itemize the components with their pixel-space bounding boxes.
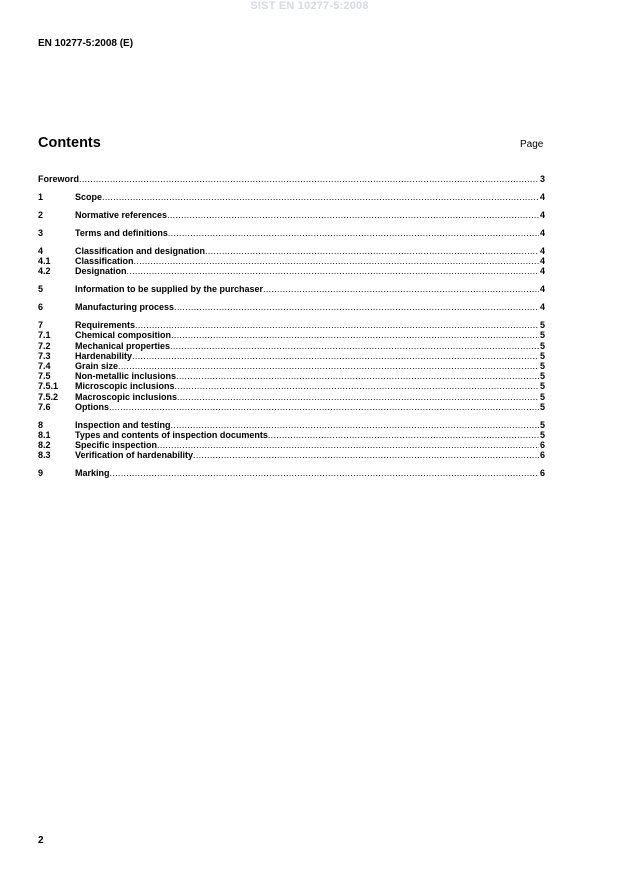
- toc-entry-number: 7.5: [38, 371, 51, 382]
- toc-entry-number: 7.6: [38, 401, 51, 412]
- toc-entry-page: 5: [539, 391, 545, 402]
- toc-leader-dots: [102, 192, 539, 202]
- toc-entry[interactable]: [38, 402, 545, 412]
- toc-entry[interactable]: [38, 192, 545, 202]
- toc-entry-title: Specific inspection: [75, 440, 158, 451]
- toc-entry-page: 5: [539, 381, 545, 392]
- toc-entry[interactable]: [38, 174, 545, 184]
- toc-entry-title: Foreword: [38, 174, 80, 184]
- toc-entry-page: 4: [539, 266, 545, 277]
- toc-entry-title: Microscopic inclusions: [75, 381, 175, 392]
- toc-leader-dots: [167, 210, 539, 220]
- toc-entry[interactable]: [38, 341, 545, 351]
- toc-entry-title: Hardenability: [75, 350, 133, 361]
- toc-leader-dots: [109, 402, 539, 412]
- toc-entry-number: 8.3: [38, 450, 51, 461]
- toc-entry-number: 5: [38, 284, 44, 295]
- toc-entry-number: 6: [38, 302, 44, 313]
- toc-entry-page: 5: [539, 429, 545, 440]
- toc-entry-number: 7.1: [38, 330, 51, 341]
- toc-entry-number: 7.5.1: [38, 381, 59, 392]
- toc-leader-dots: [175, 381, 539, 391]
- toc-entry-page: 3: [539, 174, 545, 184]
- toc-entry-page: 5: [539, 361, 545, 372]
- toc-entry-page: 5: [539, 320, 545, 331]
- toc-entry[interactable]: [38, 330, 545, 340]
- toc-entry-number: 4.1: [38, 256, 51, 267]
- toc-entry-number: 1: [38, 191, 44, 202]
- toc-entry-number: 4: [38, 245, 44, 256]
- toc-entry[interactable]: [38, 351, 545, 361]
- toc-entry-number: 7.3: [38, 350, 51, 361]
- toc-entry[interactable]: [38, 392, 545, 402]
- toc-entry-title: Manufacturing process: [75, 302, 175, 313]
- toc-entry-title: Scope: [75, 191, 103, 202]
- toc-entry-title: Normative references: [75, 209, 168, 220]
- toc-entry[interactable]: [38, 430, 545, 440]
- toc-entry-number: 8.2: [38, 440, 51, 451]
- toc-entry-number: 7: [38, 320, 44, 331]
- contents-title: Contents: [38, 135, 101, 151]
- toc-entry[interactable]: [38, 420, 545, 430]
- toc-entry-page: 5: [539, 330, 545, 341]
- toc-leader-dots: [118, 361, 539, 371]
- toc-entry[interactable]: [38, 440, 545, 450]
- document-id: EN 10277-5:2008 (E): [38, 38, 134, 49]
- toc-entry-page: 5: [539, 401, 545, 412]
- toc-leader-dots: [132, 351, 539, 361]
- toc-entry-page: 6: [539, 450, 545, 461]
- toc-entry-page: 6: [539, 468, 545, 479]
- toc-entry[interactable]: [38, 381, 545, 391]
- toc-entry[interactable]: [38, 468, 545, 478]
- toc-leader-dots: [168, 228, 539, 238]
- toc-entry[interactable]: [38, 302, 545, 312]
- toc-entry-number: 2: [38, 209, 44, 220]
- toc-entry-title: Classification: [75, 256, 134, 267]
- toc-entry-page: 5: [539, 371, 545, 382]
- toc-entry-title: Grain size: [75, 361, 119, 372]
- toc-leader-dots: [171, 420, 539, 430]
- toc-entry-page: 4: [539, 256, 545, 267]
- toc-entry-title: Mechanical properties: [75, 340, 171, 351]
- toc-leader-dots: [110, 468, 539, 478]
- toc-entry-page: 5: [539, 419, 545, 430]
- toc-leader-dots: [174, 302, 539, 312]
- toc-leader-dots: [193, 450, 539, 460]
- toc-entry[interactable]: [38, 284, 545, 294]
- toc-leader-dots: [176, 371, 539, 381]
- toc-leader-dots: [263, 284, 539, 294]
- toc-leader-dots: [268, 430, 539, 440]
- toc-entry[interactable]: [38, 450, 545, 460]
- toc-entry-page: 4: [539, 191, 545, 202]
- toc-entry[interactable]: [38, 246, 545, 256]
- watermark: SIST EN 10277-5:2008: [250, 0, 369, 12]
- toc-entry-number: 7.4: [38, 361, 51, 372]
- toc-leader-dots: [134, 256, 539, 266]
- toc-entry-page: 5: [539, 350, 545, 361]
- toc-entry[interactable]: [38, 371, 545, 381]
- toc-entry-number: 9: [38, 468, 44, 479]
- toc-leader-dots: [171, 330, 539, 340]
- toc-entry-number: 3: [38, 227, 44, 238]
- toc-entry[interactable]: [38, 256, 545, 266]
- toc-entry-title: Options: [75, 401, 109, 412]
- page-column-label: Page: [520, 139, 544, 150]
- toc-entry-page: 4: [539, 302, 545, 313]
- toc-leader-dots: [135, 320, 539, 330]
- toc-leader-dots: [79, 174, 539, 184]
- toc-entry-page: 6: [539, 440, 545, 451]
- page-number: 2: [38, 835, 44, 846]
- toc-entry-title: Types and contents of inspection documents: [75, 429, 268, 440]
- toc-entry-page: 4: [539, 227, 545, 238]
- toc-entry[interactable]: [38, 228, 545, 238]
- toc-entry-number: 8.1: [38, 429, 51, 440]
- toc-entry-page: 4: [539, 245, 545, 256]
- table-of-contents: [38, 174, 545, 478]
- toc-entry-title: Macroscopic inclusions: [75, 391, 178, 402]
- toc-entry[interactable]: [38, 266, 545, 276]
- toc-entry-number: 8: [38, 419, 44, 430]
- toc-entry[interactable]: [38, 361, 545, 371]
- toc-entry-number: 7.5.2: [38, 391, 59, 402]
- toc-entry-title: Information to be supplied by the purchaser: [75, 284, 264, 295]
- toc-entry[interactable]: [38, 320, 545, 330]
- toc-leader-dots: [177, 392, 539, 402]
- toc-entry-number: 7.2: [38, 340, 51, 351]
- toc-leader-dots: [170, 341, 539, 351]
- toc-entry-page: 4: [539, 209, 545, 220]
- toc-entry-page: 4: [539, 284, 545, 295]
- toc-leader-dots: [127, 266, 539, 276]
- toc-entry-number: 4.2: [38, 266, 51, 277]
- toc-entry[interactable]: [38, 210, 545, 220]
- toc-entry-title: Verification of hardenability: [75, 450, 194, 461]
- toc-entry-page: 5: [539, 340, 545, 351]
- toc-entry-title: Inspection and testing: [75, 419, 171, 430]
- toc-entry-title: Chemical composition: [75, 330, 172, 341]
- toc-entry-title: Non-metallic inclusions: [75, 371, 177, 382]
- toc-entry-title: Marking: [75, 468, 110, 479]
- toc-entry-title: Terms and definitions: [75, 227, 168, 238]
- toc-entry-title: Requirements: [75, 320, 136, 331]
- toc-entry-title: Classification and designation: [75, 245, 206, 256]
- toc-entry-title: Designation: [75, 266, 127, 277]
- toc-leader-dots: [157, 440, 539, 450]
- toc-leader-dots: [205, 246, 539, 256]
